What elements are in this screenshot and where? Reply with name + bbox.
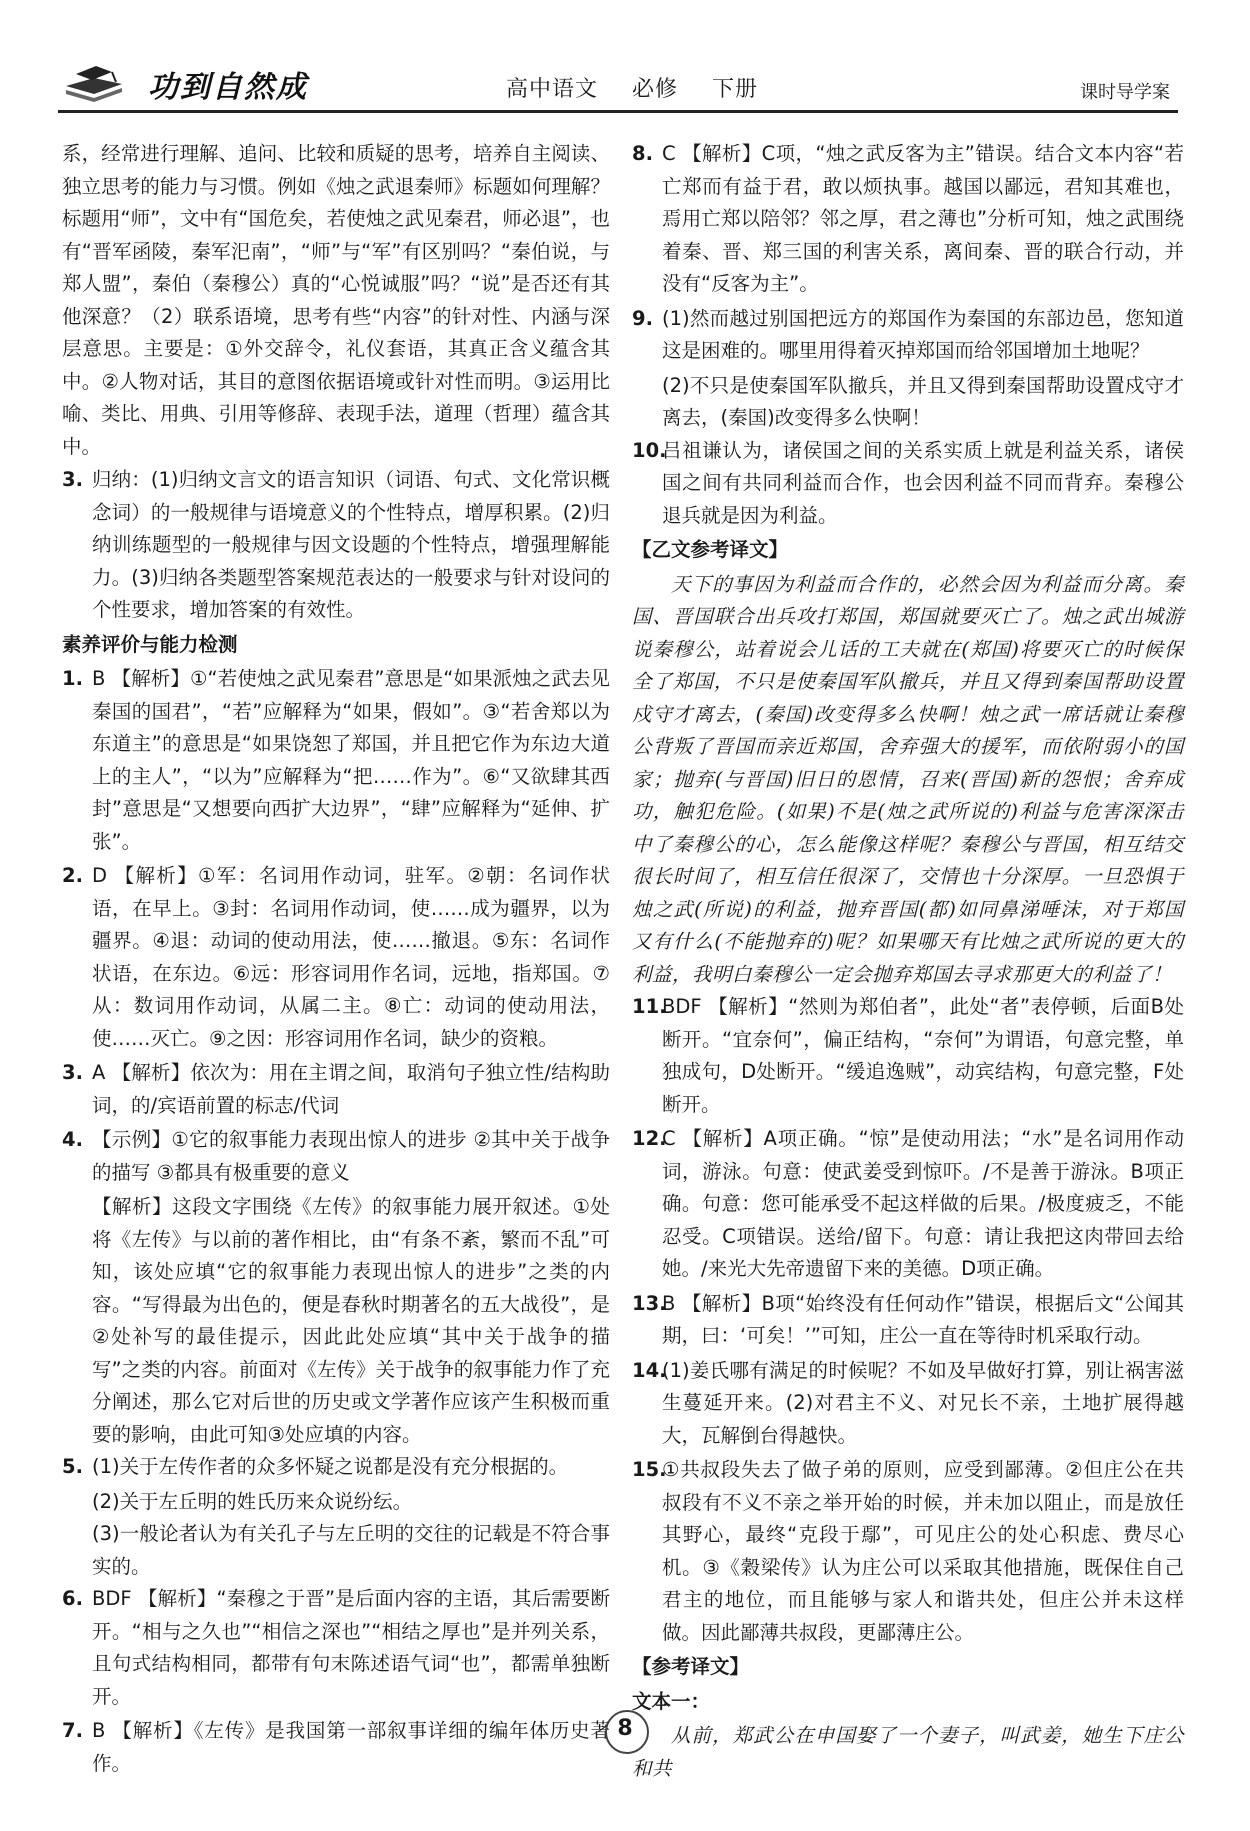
item-text: 归纳：(1)归纳文言文的语言知识（词语、句式、文化常识概念词）的一般规律与语境意义的个性特点，增厚积累。(2)归纳训练题型的一般规律与因文设题的个性特点，增强理解能力。(3)归纳各类题型答案规范表达的一般要求与针对设问的个性要求，增加答案的有效性。	[92, 468, 610, 621]
item-text: (1)姜氏哪有满足的时候呢？不如及早做好打算，别让祸害滋生蔓延开来。(2)对君主不义、对兄长不亲，土地扩展得越大，瓦解倒台得越快。	[662, 1358, 1184, 1447]
subject-volume: 下册	[712, 77, 759, 102]
item-number: 10.	[632, 438, 667, 462]
translation-title: 【参考译文】	[632, 1655, 750, 1678]
item-text: (1)然而越过别国把远方的郑国作为秦国的东部边邑，您知道这是困难的。哪里用得着灭掉郑国而给邻国增加土地呢？	[662, 306, 1184, 362]
page-header	[58, 50, 1178, 113]
item-number: 4.	[62, 1128, 83, 1151]
header-tag: 课时导学案	[1080, 82, 1170, 103]
item-number: 2.	[62, 864, 83, 887]
translation-b-text: 天下的事因为利益而合作的，必然会因为利益而分离。秦国、晋国联合出兵攻打郑国，郑国就要灭亡了。烛之武出城游说秦穆公，站着说会儿话的工夫就在(郑国)将要灭亡的时候保全了郑国，不只是使秦国军队撤兵，并且又得到秦国帮助设置戍守才离去，(秦国)改变得多么快啊！烛之武一席话就让秦穆公背叛了晋国而亲近郑国，舍弃强大的援军，而依附弱小的国家；抛弃(与晋国)旧日的恩情，召来(晋国)新的怨恨；舍弃成功，触犯危险。(如果)不是(烛之武所说的)利益与危害深深击中了秦穆公的心，怎么能像这样呢？秦穆公与晋国，相互结交很长时间了，相互信任很深了，交情也十分深厚。一旦恐惧于烛之武(所说)的利益，抛弃晋国(都)如同鼻涕唾沫，对于郑国又有什么(不能抛弃的)呢？如果哪天有比烛之武所说的更大的利益，我明白秦穆公一定会抛弃郑国去寻求那更大的利益了！	[632, 572, 1184, 986]
subject-title	[506, 72, 784, 103]
item-number: 9.	[632, 306, 653, 330]
item-text: B 【解析】《左传》是我国第一部叙事详细的编年体历史著作。	[92, 1719, 610, 1775]
brand-title: 功到自然成	[148, 70, 308, 105]
question-5	[62, 1451, 610, 1484]
page-number-text: 8	[617, 1716, 633, 1741]
question-9	[632, 303, 1184, 368]
item-text: (1)关于左传作者的众多怀疑之说都是没有充分根据的。	[92, 1455, 569, 1478]
question-1	[62, 663, 610, 858]
question-5-part-2: (2)关于左丘明的姓氏历来众说纷纭。	[92, 1489, 413, 1513]
item-text: BDF 【解析】“秦穆之于晋”是后面内容的主语，其后需要断开。“相与之久也”“相信之深也”“相结之厚也”是并列关系，且句式结构相同，都带有句末陈述语气词“也”，都需单独断开。	[92, 1587, 610, 1708]
subject-course: 高中语文	[506, 77, 599, 102]
question-4	[62, 1124, 610, 1189]
text-one-translation: 从前，郑武公在申国娶了一个妻子，叫武姜，她生下庄公和共	[632, 1724, 1184, 1780]
question-6	[62, 1583, 610, 1713]
question-15	[632, 1454, 1184, 1649]
subject-type: 必修	[632, 77, 679, 102]
translation-b-title: 【乙文参考译文】	[632, 538, 789, 561]
item-number: 5.	[62, 1455, 83, 1478]
question-10	[632, 435, 1184, 533]
question-4-analysis: 【解析】这段文字围绕《左传》的叙事能力展开叙述。①处将《左传》与以前的著作相比，由“有条不紊，繁而不乱”可知，该处应填“它的叙事能力表现出惊人的进步”之类的内容。“写得最为出色的，便是春秋时期著名的五大战役”，是②处补写的最佳提示，因此此处应填“其中关于战争的描写”之类的内容。前面对《左传》关于战争的叙事能力作了充分阐述，那么它对后世的历史或文学著作应该产生积极而重要的影响，由此可知③处应填的内容。	[92, 1195, 610, 1446]
list-item	[62, 464, 610, 627]
question-14	[632, 1355, 1184, 1453]
page-number	[600, 1702, 650, 1752]
item-text: 吕祖谦认为，诸侯国之间的关系实质上就是利益关系，诸侯国之间有共同利益而合作，也会因利益不同而背弃。秦穆公退兵就是因为利益。	[662, 438, 1184, 527]
question-12	[632, 1123, 1184, 1286]
book-stack-icon	[64, 64, 124, 102]
item-text: B 【解析】B项“始终没有任何动作”错误，根据后文“公闻其期，曰：‘可矣！’”可知，庄公一直在等待时机采取行动。	[662, 1291, 1184, 1347]
item-number: 3.	[62, 468, 83, 491]
item-number: 1.	[62, 667, 83, 690]
item-text: C 【解析】C项，“烛之武反客为主”错误。结合文本内容“若亡郑而有益于君，敢以烦执事。越国以鄙远，君知其难也，焉用亡郑以陪邻？邻之厚，君之薄也”分析可知，烛之武围绕着秦、晋、郑三国的利害关系，离间秦、晋的联合行动，并没有“反客为主”。	[662, 142, 1184, 295]
item-number: 6.	[62, 1587, 83, 1610]
question-2	[62, 860, 610, 1055]
item-number: 12.	[632, 1127, 667, 1150]
item-text: B 【解析】①“若使烛之武见秦君”意思是“如果派烛之武去见秦国的国君”，“若”应解释为“如果，假如”。③“若舍郑以为东道主”的意思是“如果饶恕了郑国，并且把它作为东边大道上的主人”，“以为”应解释为“把……作为”。⑥“又欲肆其西封”意思是“又想要向西扩大边界”，“肆”应解释为“延伸、扩张”。	[92, 667, 610, 853]
item-number: 7.	[62, 1719, 83, 1742]
question-7	[62, 1715, 610, 1780]
question-5-part-3: (3)一般论者认为有关孔子与左丘明的交往的记载是不符合事实的。	[92, 1522, 610, 1578]
item-text: A 【解析】依次为：用在主谓之间，取消句子独立性/结构助词，的/宾语前置的标志/代词	[92, 1061, 610, 1117]
item-text: D 【解析】①军：名词用作动词，驻军。②朝：名词作状语，在早上。③封：名词用作动词，使……成为疆界，以为疆界。④退：动词的使动用法，使……撤退。⑤东：名词作状语，在东边。⑥远：形容词用作名词，远地，指郑国。⑦从：数词用作动词，从属二主。⑧亡：动词的使动用法，使……灭亡。⑨之因：形容词用作名词，缺少的资粮。	[92, 864, 610, 1050]
item-number: 11.	[632, 995, 667, 1018]
item-number: 8.	[632, 142, 653, 165]
question-11	[632, 991, 1184, 1121]
question-3	[62, 1057, 610, 1122]
item-number: 15.	[632, 1458, 667, 1481]
continued-paragraph: 系，经常进行理解、追问、比较和质疑的思考，培养自主阅读、独立思考的能力与习惯。例如《烛之武退秦师》标题如何理解？标题用“师”，文中有“国危矣，若使烛之武见秦君，师必退”，也有“晋军函陵，秦军汜南”，“师”与“军”有区别吗？“秦伯说，与郑人盟”，秦伯（秦穆公）真的“心悦诚服”吗？“说”是否还有其他深意？（2）联系语境，思考有些“内容”的针对性、内涵与深层意思。主要是：①外交辞令，礼仪套语，其真正含义蕴含其中。②人物对话，其目的意图依据语境或针对性而明。③运用比喻、类比、用典、引用等修辞、表现手法，道理（哲理）蕴含其中。	[62, 142, 610, 458]
text-one-title: 文本一：	[632, 1689, 711, 1713]
right-column	[632, 138, 1184, 1785]
item-text: 【示例】①它的叙事能力表现出惊人的进步 ②其中关于战争的描写 ③都具有极重要的意义	[92, 1128, 610, 1184]
question-8	[632, 138, 1184, 301]
item-text: BDF 【解析】“然则为郑伯者”，此处“者”表停顿，后面B处断开。“宜奈何”，偏正结构，“奈何”为谓语，句意完整，单独成句，D处断开。“缓追逸贼”，动宾结构，句意完整，F处断开。	[662, 995, 1184, 1116]
question-9-part-2: (2)不只是使秦国军队撤兵，并且又得到秦国帮助设置戍守才离去，(秦国)改变得多么快啊！	[662, 373, 1184, 429]
item-number: 3.	[62, 1061, 83, 1084]
left-column	[62, 138, 610, 1782]
question-13	[632, 1288, 1184, 1353]
item-text: ①共叔段失去了做子弟的原则，应受到鄙薄。②但庄公在共叔段有不义不亲之举开始的时候，并未加以阻止，而是放任其野心，最终“克段于鄢”，可见庄公的处心积虑、费尽心机。③《穀梁传》认为庄公可以采取其他措施，既保住自己君主的地位，而且能够与家人和谐共处，但庄公并未这样做。因此鄙薄共叔段，更鄙薄庄公。	[662, 1458, 1184, 1644]
item-text: C 【解析】A项正确。“惊”是使动用法；“水”是名词用作动词，游泳。句意：使武姜受到惊吓。/不是善于游泳。B项正确。句意：您可能承受不起这样做的后果。/极度疲乏，不能忍受。C项错误。送给/留下。句意：请让我把这肉带回去给她。/来光大先帝遗留下来的美德。D项正确。	[662, 1127, 1184, 1280]
section-title: 素养评价与能力检测	[62, 632, 238, 656]
item-number: 14.	[632, 1358, 667, 1382]
item-number: 13.	[632, 1291, 667, 1315]
